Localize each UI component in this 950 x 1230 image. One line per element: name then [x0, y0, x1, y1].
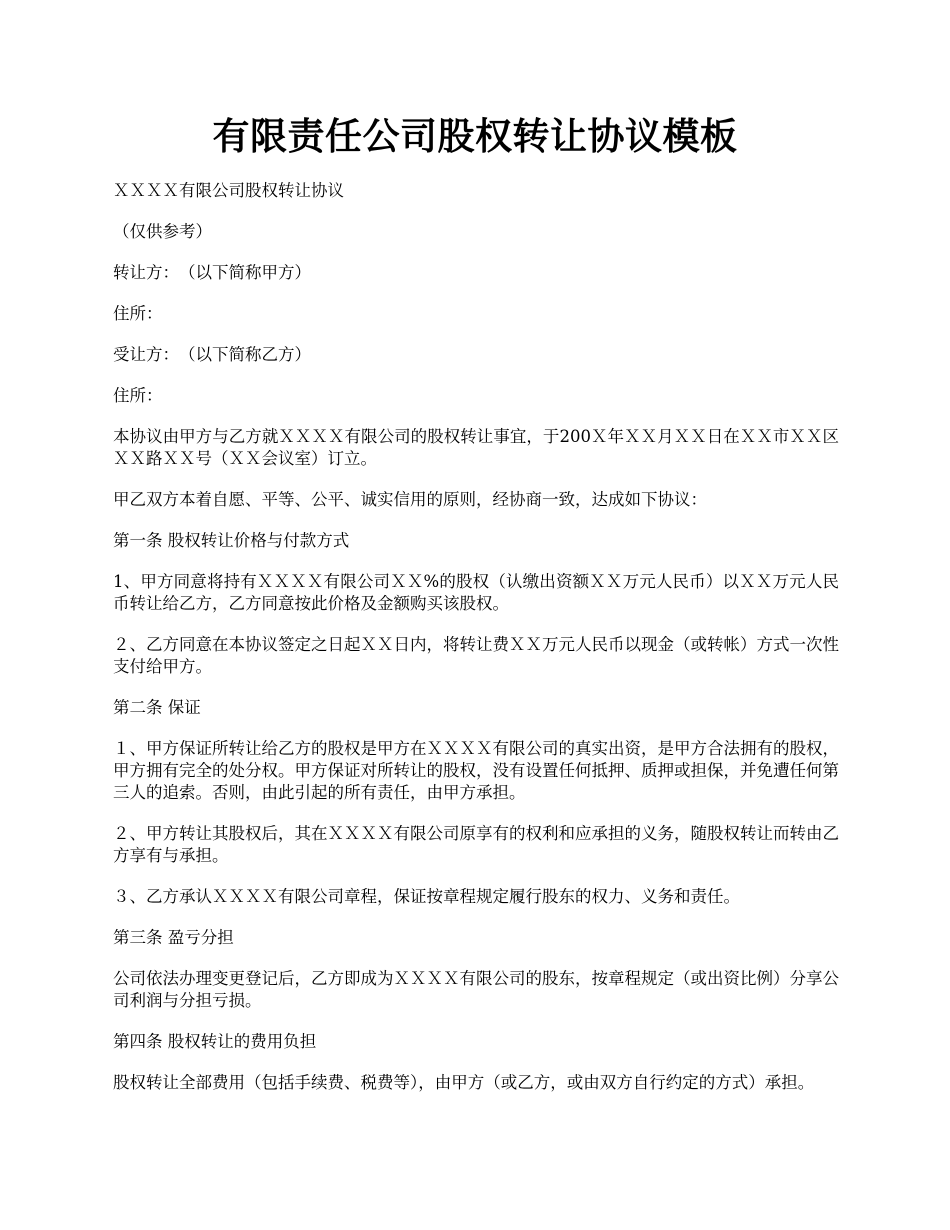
transferor-line: 转让方： （以下简称甲方）	[113, 263, 311, 282]
article-1-heading: 第一条 股权转让价格与付款方式	[113, 531, 350, 550]
document-body	[113, 180, 839, 1113]
article-2-heading: 第二条 保证	[113, 698, 201, 717]
article-2-clause-3: ３、乙方承认ＸＸＸＸ有限公司章程，保证按章程规定履行股东的权力、义务和责任。	[113, 887, 740, 906]
reference-note: （仅供参考）	[113, 222, 212, 241]
article-4-heading: 第四条 股权转让的费用负担	[113, 1032, 317, 1051]
transferee-line: 受让方： （以下简称乙方）	[113, 345, 311, 364]
article-1-clause-2: ２、乙方同意在本协议签定之日起ＸＸ日内，将转让费ＸＸ万元人民币以现金（或转帐）方式一次性支付给甲方。	[113, 635, 839, 676]
article-3-clause: 公司依法办理变更登记后，乙方即成为ＸＸＸＸ有限公司的股东，按章程规定（或出资比例）分享公司利润与分担亏损。	[113, 969, 839, 1010]
agreement-heading: ＸＸＸＸ有限公司股权转让协议	[113, 181, 344, 200]
preamble-paragraph: 本协议由甲方与乙方就ＸＸＸＸ有限公司的股权转让事宜，于200Ｘ年ＸＸ月ＸＸ日在ＸＸ市ＸＸ区ＸＸ路ＸＸ号（ＸＸ会议室）订立。	[113, 427, 839, 468]
article-1-clause-1: 1、甲方同意将持有ＸＸＸＸ有限公司ＸＸ%的股权（认缴出资额ＸＸ万元人民币）以ＸＸ万元人民币转让给乙方，乙方同意按此价格及金额购买该股权。	[113, 572, 839, 613]
article-2-clause-2: ２、甲方转让其股权后，其在ＸＸＸＸ有限公司原享有的权利和应承担的义务，随股权转让而转由乙方享有与承担。	[113, 824, 839, 865]
transferor-address: 住所：	[113, 304, 163, 323]
article-3-heading: 第三条 盈亏分担	[113, 928, 234, 947]
article-4-clause: 股权转让全部费用（包括手续费、税费等），由甲方（或乙方，或由双方自行约定的方式）承担。	[113, 1073, 815, 1092]
document-title: 有限责任公司股权转让协议模板	[212, 114, 738, 158]
transferee-address: 住所：	[113, 386, 163, 405]
article-2-clause-1: １、甲方保证所转让给乙方的股权是甲方在ＸＸＸＸ有限公司的真实出资，是甲方合法拥有的股权，甲方拥有完全的处分权。甲方保证对所转让的股权，没有设置任何抵押、质押或担保，并免遭任何第三人的追索。否则，由此引起的所有责任，由甲方承担。	[113, 739, 839, 802]
principle-paragraph: 甲乙双方本着自愿、平等、公平、诚实信用的原则，经协商一致，达成如下协议：	[113, 490, 707, 509]
